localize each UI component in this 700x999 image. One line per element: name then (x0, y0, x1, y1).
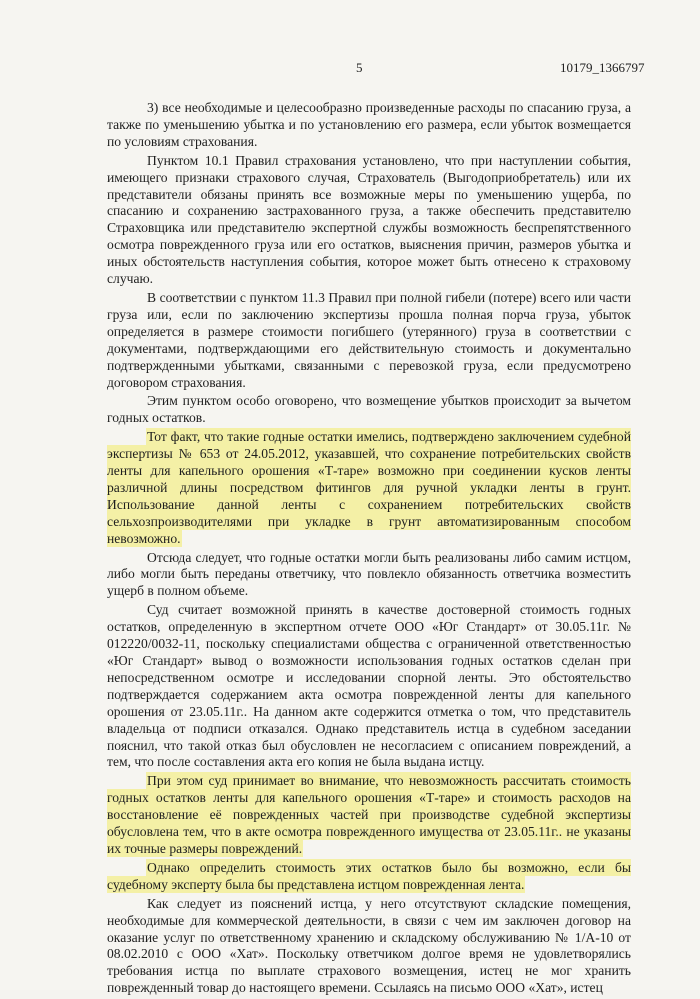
paragraph: Суд считает возможной принять в качестве достоверной стоимость годных остатков, определенную в экспертном отчете ООО «Юг Стандарт» от 30.05.11г. № 012220/0032-11, поскольку специалистами общества с ограниченной ответственностью «Юг Стандарт» вывод о возможности использования годных остатков сделан при непосредственном осмотре и исследовании спорной ленты. Это обстоятельство подтверждается содержанием акта осмотра поврежденной ленты для капельного орошения от 23.05.11г.. На данном акте содержится отметка о том, что представитель владельца от подписи отказался. Однако представитель истца в судебном заседании пояснил, что такой отказ был обусловлен не несогласием с описанием повреждений, а тем, что после составления акта его копия не была выдана истцу. (107, 602, 631, 770)
page-number: 5 (356, 60, 363, 75)
paragraph: 3) все необходимые и целесообразно произведенные расходы по спасанию груза, а также по уменьшению убытка и по установлению его размера, если убыток возмещается по условиям страхования. (107, 100, 631, 149)
paragraph: Этим пунктом особо оговорено, что возмещение убытков происходит за вычетом годных остатков. (107, 393, 631, 426)
paragraph: Как следует из пояснений истца, у него отсутствуют складские помещения, необходимые для коммерческой деятельности, в связи с чем им заключен договор на оказание услуг по ответственному хранению и складскому обслуживанию № 1/А-10 от 08.02.2010 с ООО «Хат». Поскольку ответчиком долгое время не удовлетворялись требования истца по выплате страхового возмещения, истец не мог хранить поврежденный товар до настоящего времени. Ссылаясь на письмо ООО «Хат», истец (107, 895, 631, 996)
paragraph: Отсюда следует, что годные остатки могли быть реализованы либо самим истцом, либо могли быть переданы ответчику, что повлекло обязанность ответчика возместить ущерб в полном объеме. (107, 549, 631, 599)
paragraph: В соответствии с пунктом 11.3 Правил при полной гибели (потере) всего или части груза или, если по заключению экспертизы прошла полная порча груза, убыток определяется в размере стоимости погибшего (утерянного) груза в соответствии с документами, подтверждающими его действительную стоимость и документально подтвержденными убытками, связанными с перевозкой груза, если предусмотрено договором страхования. (107, 289, 631, 390)
highlighted-paragraph: При этом суд принимает во внимание, что невозможность рассчитать стоимость годных остатков ленты для капельного орошения «Т-таре» и стоимость расходов на восстановление её поврежденных частей при производстве судебной экспертизы обусловлена тем, что в акте осмотра поврежденного имущества от 23.05.11г.. не указаны их точные размеры повреждений. (107, 773, 631, 856)
highlighted-paragraph: Тот факт, что такие годные остатки имелись, подтверждено заключением судебной экспертизы № 653 от 24.05.2012, указавшей, что сохранение потребительских свойств ленты для капельного орошения «Т-таре» возможно при соединении кусков ленты различной длины посредством фитингов для ручной укладки ленты в грунт. Использование данной ленты с сохранением потребительских свойств сельхозпроизводителями при укладке в грунт автоматизированным способом невозможно. (107, 429, 631, 546)
highlighted-paragraph: Однако определить стоимость этих остатков было бы возможно, если бы судебному эксперту была бы представлена истцом поврежденная лента. (107, 859, 631, 892)
paragraph: Пунктом 10.1 Правил страхования установлено, что при наступлении события, имеющего признаки страхового случая, Страхователь (Выгодоприобретатель) или их представители обязаны принять все возможные меры по уменьшению ущерба, по спасанию и сохранению застрахованного груза, а также обеспечить представителю Страховщика или представителю экспертной службы возможность беспрепятственного осмотра поврежденного груза или его остатков, выяснения причин, размеров убытка и иных обстоятельств наступления события, которое может быть отнесено к страховому случаю. (107, 152, 631, 287)
document-id: 10179_1366797 (560, 60, 645, 75)
document-body (107, 100, 631, 999)
